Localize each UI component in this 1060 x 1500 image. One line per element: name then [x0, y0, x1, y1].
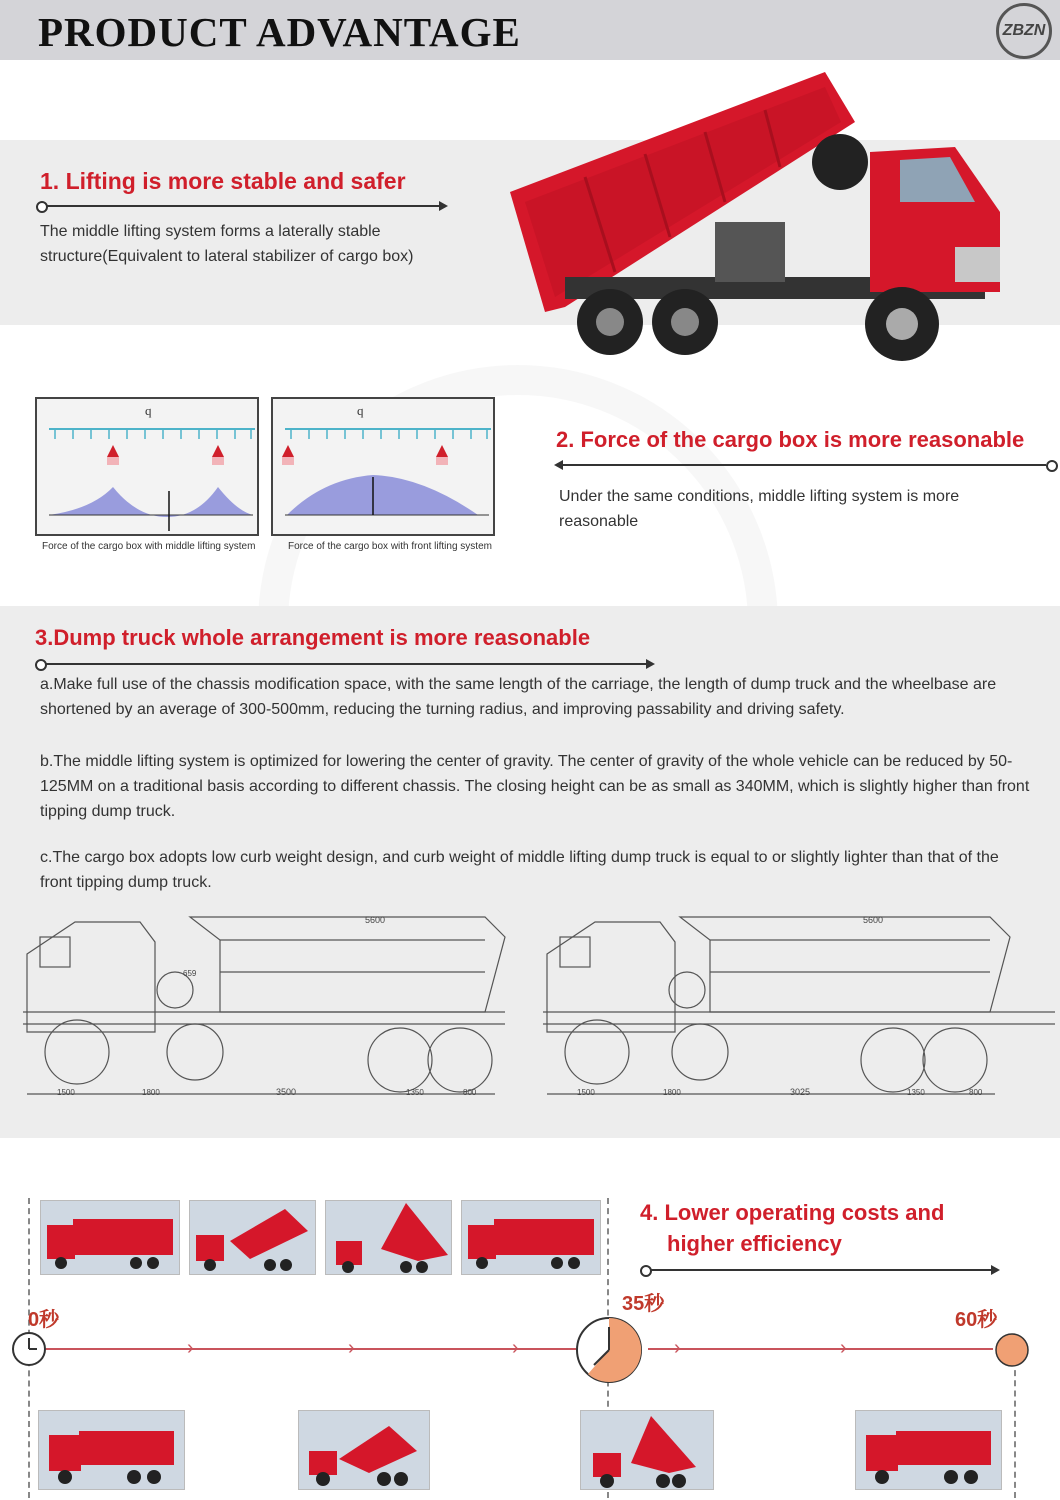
section3-arrow-start [35, 659, 47, 671]
technical-drawing-left [15, 912, 515, 1104]
dimension-label: 1800 [142, 1088, 160, 1097]
timeline-arrow-icon: › [348, 1337, 355, 1359]
diagram-front-lifting [271, 397, 495, 536]
dimension-label: 3025 [790, 1087, 811, 1097]
dimension-label: 5600 [365, 915, 386, 925]
section2-arrow [556, 464, 1046, 466]
truck-thumbnail [855, 1410, 1002, 1490]
section2-body: Under the same conditions, middle lifting system is more reasonable [559, 488, 960, 530]
diagram-middle-lifting [35, 397, 259, 536]
time-label-mid: 35秒 [622, 1293, 665, 1315]
section3-title: 3.Dump truck whole arrangement is more reasonable [35, 625, 591, 650]
dimension-label: 1350 [907, 1088, 925, 1097]
truck-thumbnail [40, 1200, 180, 1275]
dimension-label: 800 [969, 1088, 983, 1097]
section3-paragraph-c: c.The cargo box adopts low curb weight design, and curb weight of middle lifting dump truck is equal to or slightly lighter than that of the front tipping dump truck. [40, 849, 999, 891]
clock-icon [574, 1315, 644, 1385]
timeline-line-first [46, 1348, 576, 1350]
truck-thumbnail [298, 1410, 430, 1490]
section1-arrow-start [36, 201, 48, 213]
timeline-arrow-icon: › [187, 1337, 194, 1359]
section4-title-line1: 4. Lower operating costs and [640, 1200, 945, 1225]
section2-title: 2. Force of the cargo box is more reasonable [556, 427, 1025, 452]
dimension-label: 1800 [663, 1088, 681, 1097]
diagram-caption-middle: Force of the cargo box with middle lifting system [42, 541, 256, 552]
truck-thumbnail [580, 1410, 714, 1490]
section3-paragraph-a: a.Make full use of the chassis modification space, with the same length of the carriage, the length of dump truck and the wheelbase are shortened by an average of 300-500mm, reducing the turning radius, and improving passability and driving safety. [40, 676, 997, 718]
page-title: PRODUCT ADVANTAGE [38, 9, 521, 55]
section1-body: The middle lifting system forms a laterally stable structure(Equivalent to lateral stabilizer of cargo box) [40, 223, 414, 265]
section3-arrow [45, 663, 653, 665]
brand-logo-text: ZBZN [1002, 22, 1046, 39]
dump-truck-photo [505, 62, 1060, 367]
dimension-label: 1500 [57, 1088, 75, 1097]
truck-thumbnail [325, 1200, 452, 1275]
load-label: q [145, 403, 152, 418]
timeline-arrow-icon: › [840, 1337, 847, 1359]
timeline-arrow-icon: › [674, 1337, 681, 1359]
load-label: q [357, 403, 364, 418]
dimension-label: 1350 [406, 1088, 424, 1097]
spare-tire [812, 134, 868, 190]
timeline-arrow-icon: › [512, 1337, 519, 1359]
section4-title-line2: higher efficiency [667, 1231, 842, 1256]
timeline-line-second [648, 1348, 993, 1350]
section4-arrow [650, 1269, 998, 1271]
section4-arrow-start [640, 1265, 652, 1277]
section2-arrow-end [1046, 460, 1058, 472]
clock-icon [11, 1331, 47, 1367]
technical-drawing-right [535, 912, 1055, 1104]
truck-thumbnail [461, 1200, 601, 1275]
diagram-caption-front: Force of the cargo box with front lifting system [288, 541, 492, 552]
time-label-start: 0秒 [28, 1309, 60, 1331]
section1-arrow [46, 205, 446, 207]
dimension-label: 3500 [276, 1087, 297, 1097]
truck-thumbnail [38, 1410, 185, 1490]
dimension-label: 659 [183, 969, 197, 978]
brand-logo [996, 3, 1052, 59]
section1-title: 1. Lifting is more stable and safer [40, 168, 406, 194]
clock-icon [994, 1332, 1030, 1368]
dimension-label: 5600 [863, 915, 884, 925]
dimension-label: 1500 [577, 1088, 595, 1097]
truck-thumbnail [189, 1200, 316, 1275]
dimension-label: 800 [463, 1088, 477, 1097]
timeline-divider-end [1014, 1360, 1016, 1498]
time-label-end: 60秒 [955, 1309, 998, 1331]
section3-paragraph-b: b.The middle lifting system is optimized for lowering the center of gravity. The center of gravity of the whole vehicle can be reduced by 50-125MM on a traditional basis according to different chassis. The closing height can be as small as 340MM, which is slightly higher than front tipping dump truck. [40, 753, 1030, 820]
